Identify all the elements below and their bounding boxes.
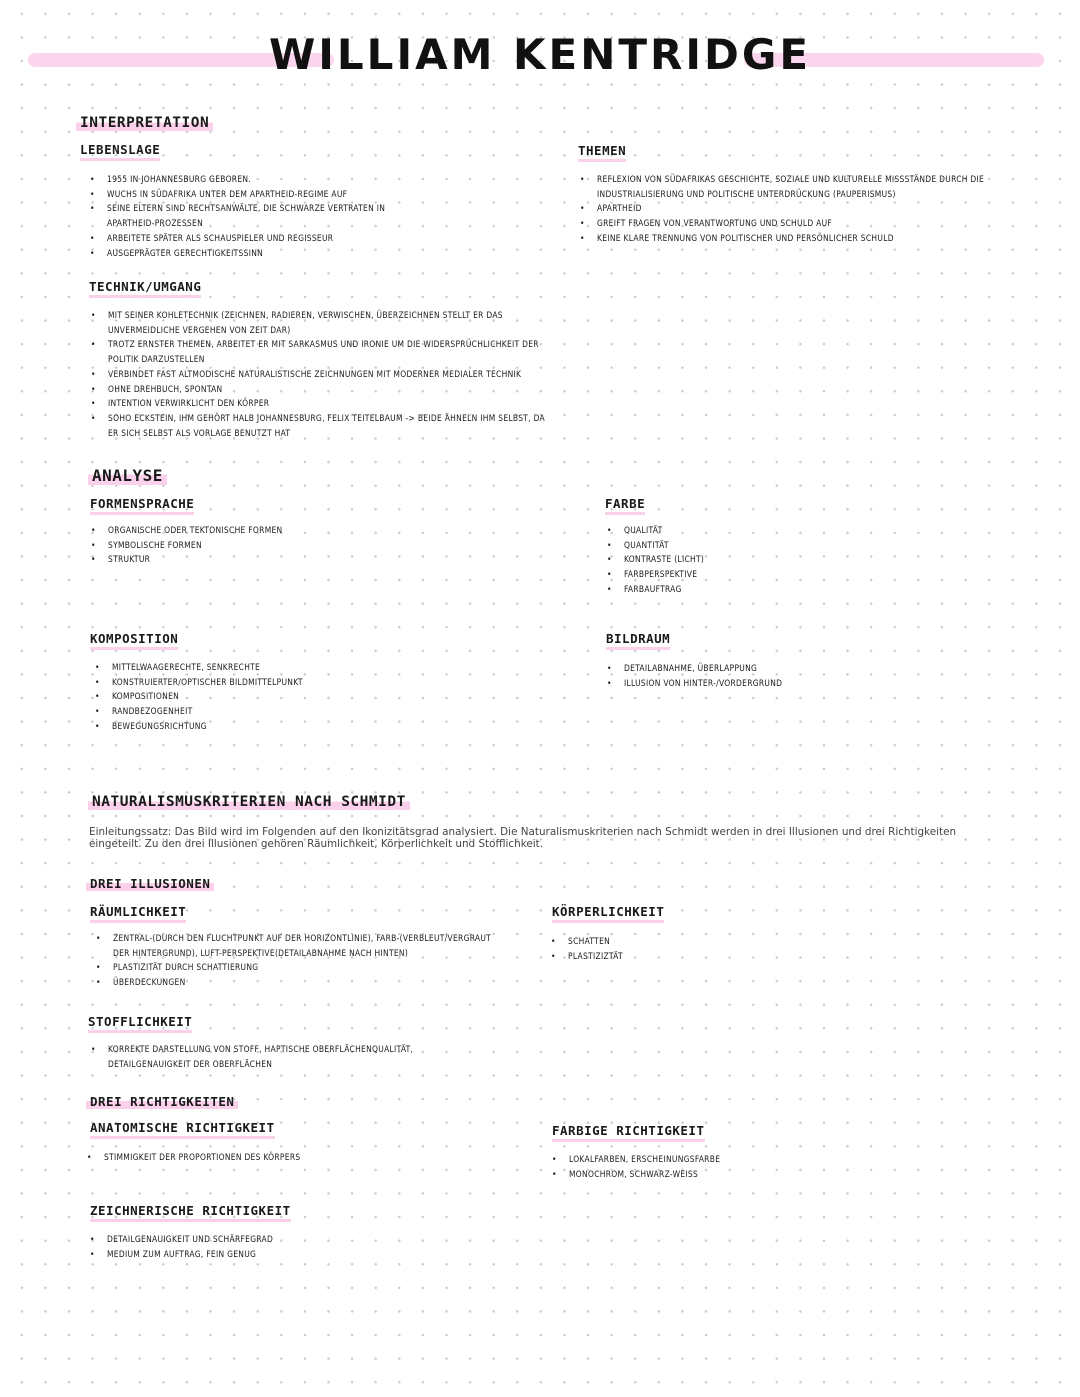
list-item: • WUCHS IN SÜDAFRIKA UNTER DEM APARTHEID-REGIME AUF xyxy=(88,187,428,202)
bildraum-list xyxy=(605,661,905,690)
list-item: • KOMPOSITIONEN xyxy=(93,689,393,704)
subheading-formensprache: FORMENSPRACHE xyxy=(90,496,194,515)
list-item: • APARTHEID xyxy=(578,201,998,216)
list-item: • FARBPERSPEKTIVE xyxy=(605,567,865,582)
list-item: • TROTZ ERNSTER THEMEN, ARBEITET ER MIT SARKASMUS UND IRONIE UM DIE WIDERSPRÜCHLICHKEIT DER POLITIK DARZUSTELLEN xyxy=(89,337,549,366)
zeichnerische-list xyxy=(88,1232,408,1261)
list-item: • PLASTIZITÄT DURCH SCHATTIERUNG xyxy=(94,960,494,975)
list-item: • ZENTRAL-(DURCH DEN FLUCHTPUNKT AUF DER HORIZONTLINIE), FARB-(VERBLEUT/VERGRAUT DER HINTERGRUND), LUFT-PERSPEKTIVE(DETAILABNAHME NACH HINTEN) xyxy=(94,931,494,960)
section-heading-interpretation: INTERPRETATION xyxy=(76,115,213,131)
list-item: • BEWEGUNGSRICHTUNG xyxy=(93,719,393,734)
list-item: • LOKALFARBEN, ERSCHEINUNGSFARBE xyxy=(550,1152,850,1167)
subheading-anatomische: ANATOMISCHE RICHTIGKEIT xyxy=(90,1120,275,1139)
subheading-korperlichkeit: KÖRPERLICHKEIT xyxy=(552,904,664,923)
list-item: • STRUKTUR xyxy=(89,552,389,567)
list-item: • ILLUSION VON HINTER-/VORDERGRUND xyxy=(605,676,905,691)
subheading-lebenslage: LEBENSLAGE xyxy=(80,142,160,161)
list-item: • MIT SEINER KOHLETECHNIK (ZEICHNEN, RADIEREN, VERWISCHEN, ÜBERZEICHNEN STELLT ER DAS UNVERMEIDLICHE VERGEHEN VON ZEIT DAR) xyxy=(89,308,549,337)
section-heading-drei-illusionen: DREI ILLUSIONEN xyxy=(86,876,214,891)
subheading-bildraum: BILDRAUM xyxy=(606,631,670,650)
list-item: • KONTRASTE (LICHT) xyxy=(605,552,865,567)
list-item: • DETAILGENAUIGKEIT UND SCHÄRFEGRAD xyxy=(88,1232,408,1247)
list-item: • INTENTION VERWIRKLICHT DEN KÖRPER xyxy=(89,396,549,411)
subheading-farbige: FARBIGE RICHTIGKEIT xyxy=(552,1123,705,1142)
farbe-list xyxy=(605,523,865,597)
list-item: • OHNE DREHBUCH, SPONTAN xyxy=(89,382,549,397)
list-item: • SOHO ECKSTEIN, IHM GEHÖRT HALB JOHANNESBURG, FELIX TEITELBAUM -> BEIDE ÄHNELN IHM SELBST, DA ER SICH SELBST ALS VORLAGE BENUTZT HAT xyxy=(89,411,549,440)
list-item: • ORGANISCHE ODER TEKTONISCHE FORMEN xyxy=(89,523,389,538)
list-item: • ARBEITETE SPÄTER ALS SCHAUSPIELER UND REGISSEUR xyxy=(88,231,428,246)
farbige-list xyxy=(550,1152,850,1181)
list-item: • FARBAUFTRAG xyxy=(605,582,865,597)
list-item: • ÜBERDECKUNGEN xyxy=(94,975,494,990)
subheading-technik: TECHNIK/UMGANG xyxy=(89,279,201,298)
section-heading-drei-richtigkeiten: DREI RICHTIGKEITEN xyxy=(86,1094,238,1109)
list-item: • QUANTITÄT xyxy=(605,538,865,553)
list-item: • AUSGEPRÄGTER GERECHTIGKEITSSINN xyxy=(88,246,428,261)
section-heading-naturalismus: NATURALISMUSKRITERIEN NACH SCHMIDT xyxy=(88,794,410,810)
list-item: • VERBINDET FAST ALTMODISCHE NATURALISTISCHE ZEICHNUNGEN MIT MODERNER MEDIALER TECHNIK xyxy=(89,367,549,382)
list-item: • SYMBOLISCHE FORMEN xyxy=(89,538,389,553)
list-item: • GREIFT FRAGEN VON VERANTWORTUNG UND SCHULD AUF xyxy=(578,216,998,231)
subheading-stofflichkeit: STOFFLICHKEIT xyxy=(88,1014,192,1033)
subheading-komposition: KOMPOSITION xyxy=(90,631,178,650)
lebenslage-list xyxy=(88,172,428,260)
list-item: • KORREKTE DARSTELLUNG VON STOFF, HAPTISCHE OBERFLÄCHENQUALITÄT, DETAILGENAUIGKEIT DER OBERFLÄCHEN xyxy=(89,1042,449,1071)
anatomische-list xyxy=(85,1150,405,1165)
list-item: • 1955 IN JOHANNESBURG GEBOREN. xyxy=(88,172,428,187)
list-item: • KONSTRUIERTER/OPTISCHER BILDMITTELPUNKT xyxy=(93,675,393,690)
technik-list xyxy=(89,308,549,440)
subheading-zeichnerische: ZEICHNERISCHE RICHTIGKEIT xyxy=(90,1203,291,1222)
subheading-farbe: FARBE xyxy=(605,496,645,515)
raumlichkeit-list xyxy=(94,931,494,990)
section-heading-analyse: ANALYSE xyxy=(88,466,167,485)
list-item: • KEINE KLARE TRENNUNG VON POLITISCHER UND PERSÖNLICHER SCHULD xyxy=(578,231,998,246)
intro-paragraph: Einleitungssatz: Das Bild wird im Folgenden auf den Ikonizitätsgrad analysiert. Die Naturalismuskriterien nach Schmidt werden in drei Illusionen und drei Richtigkeiten eingeteilt. Zu den drei Illusionen gehören Räumlichkeit, Körperlichkeit und Stofflichkeit. xyxy=(89,826,957,850)
themen-list xyxy=(578,172,998,246)
subheading-themen: THEMEN xyxy=(578,143,626,162)
list-item: • STIMMIGKEIT DER PROPORTIONEN DES KÖRPERS xyxy=(85,1150,405,1165)
korperlichkeit-list xyxy=(549,934,799,963)
list-item: • QUALITÄT xyxy=(605,523,865,538)
list-item: • SEINE ELTERN SIND RECHTSANWÄLTE, DIE SCHWARZE VERTRATEN IN APARTHEID-PROZESSEN xyxy=(88,201,428,230)
komposition-list xyxy=(93,660,393,734)
list-item: • SCHATTEN xyxy=(549,934,799,949)
list-item: • DETAILABNAHME, ÜBERLAPPUNG xyxy=(605,661,905,676)
list-item: • REFLEXION VON SÜDAFRIKAS GESCHICHTE, SOZIALE UND KULTURELLE MISSSTÄNDE DURCH DIE INDUSTRIALISIERUNG UND POLITISCHE UNTERDRÜCKUNG (PAUPERISMUS) xyxy=(578,172,998,201)
list-item: • PLASTIZIZTÄT xyxy=(549,949,799,964)
stofflichkeit-list xyxy=(89,1042,449,1071)
formensprache-list xyxy=(89,523,389,567)
list-item: • RANDBEZOGENHEIT xyxy=(93,704,393,719)
subheading-raumlichkeit: RÄUMLICHKEIT xyxy=(90,904,186,923)
list-item: • MEDIUM ZUM AUFTRAG, FEIN GENUG xyxy=(88,1247,408,1262)
list-item: • MITTELWAAGERECHTE, SENKRECHTE xyxy=(93,660,393,675)
page-title: WILLIAM KENTRIDGE xyxy=(268,30,812,79)
list-item: • MONOCHROM, SCHWARZ-WEISS xyxy=(550,1167,850,1182)
